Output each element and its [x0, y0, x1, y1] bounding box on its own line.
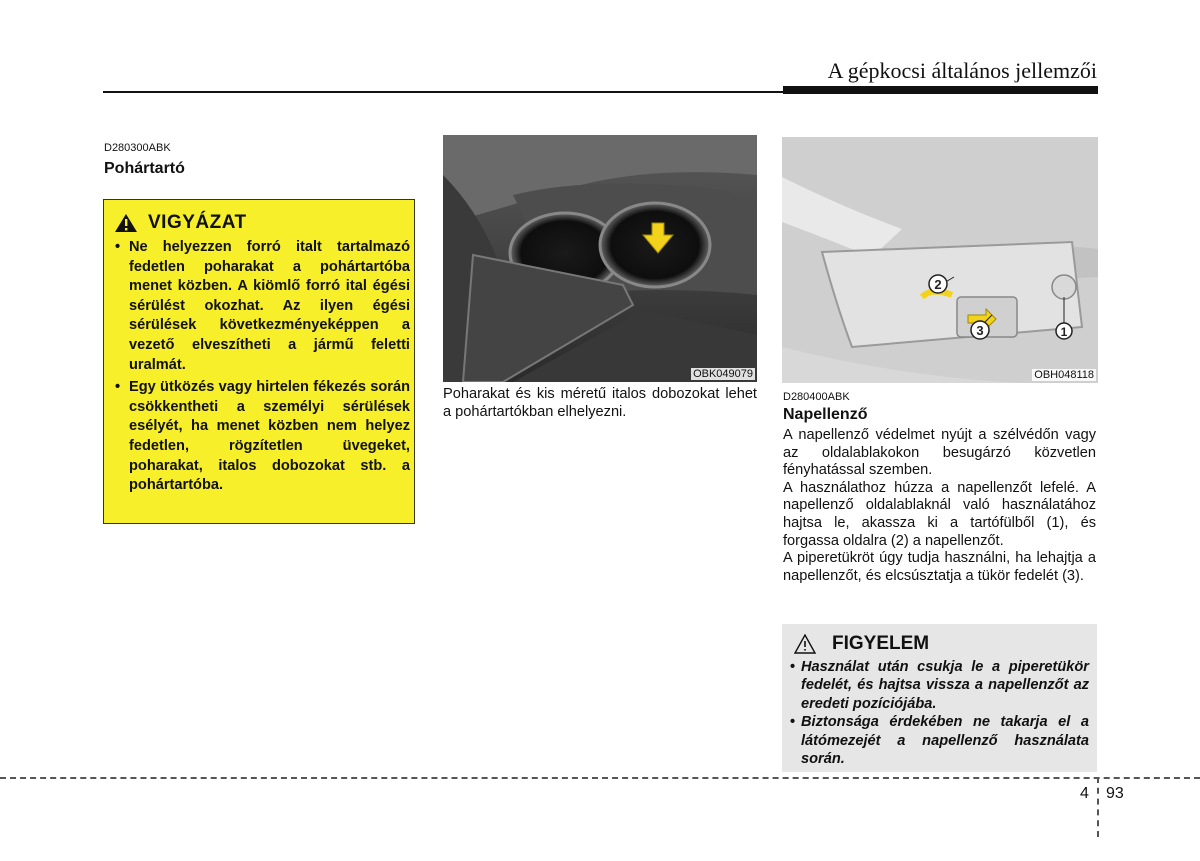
image-code: OBK049079: [693, 368, 753, 380]
paragraph: A napellenző védelmet nyújt a szélvédőn vagy az oldalablakokon besugárzó közvetlen fényhatással szemben.: [783, 427, 1096, 479]
svg-text:1: 1: [1060, 325, 1068, 339]
chapter-number: 4: [1080, 785, 1089, 802]
section-code: D280400ABK: [783, 391, 850, 403]
warning-list: [114, 238, 410, 499]
sun-visor-illustration: [782, 137, 1098, 383]
image-caption: Poharakat és kis méretű italos dobozokat lehet a pohártartókban elhelyezni.: [443, 386, 757, 420]
header-rule: [103, 91, 783, 93]
caution-item: • Biztonsága érdekében ne takarja el a látómezejét a napellenző használata során.: [789, 713, 1089, 768]
warning-triangle-icon: [114, 213, 138, 233]
section-code: D280300ABK: [104, 142, 171, 154]
warning-item: • Ne helyezzen forró italt tartalmazó fedetlen poharakat a pohártartóba menet közben. A kiömlő forró ital égési sérülést okozhat. Az ilyen égési sérülések következményeképpen a vezető elveszítheti a jármű feletti uralmát.: [114, 238, 410, 375]
svg-text:2: 2: [934, 277, 942, 292]
svg-text:3: 3: [976, 323, 984, 338]
caution-title: FIGYELEM: [832, 633, 930, 654]
cup-holder-photo: [443, 135, 757, 382]
paragraph: A piperetükröt úgy tudja használni, ha lehajtja a napellenzőt, és elcsúsztatja a tükör fedelét (3).: [783, 550, 1096, 584]
sun-visor-photo: [782, 137, 1098, 383]
caution-item: • Használat után csukja le a piperetükör fedelét, és hajtsa vissza a napellenzőt az eredeti pozíciójába.: [789, 658, 1089, 713]
caution-box: [782, 624, 1097, 772]
sun-visor-description: [783, 427, 1096, 585]
caution-triangle-icon: [794, 634, 816, 654]
section-heading: Pohártartó: [104, 160, 185, 177]
warning-item: • Egy ütközés vagy hirtelen fékezés során csökkentheti a személyi sérülések esélyét, ha menet közben nem helyez fedetlen, rögzítetlen üvegeket, poharakat, italos dobozokat stb. a pohártartóba.: [114, 378, 410, 496]
footer-dashed-line: [0, 777, 1200, 779]
caution-list: [789, 658, 1089, 768]
warning-box: [103, 199, 415, 524]
running-header: A gépkocsi általános jellemzői: [827, 58, 1097, 83]
cup-holder-illustration: [443, 135, 757, 382]
page-number: 93: [1106, 785, 1124, 802]
paragraph: A használathoz húzza a napellenzőt lefelé. A napellenző oldalablaknál való használatához hajtsa le, akassza ki a tartófülből (1), és forgassa oldalra (2) a napellenzőt.: [783, 479, 1096, 549]
section-heading: Napellenző: [783, 406, 868, 423]
warning-title: VIGYÁZAT: [148, 212, 247, 233]
image-code: OBH048118: [1034, 369, 1094, 381]
footer-vertical-divider: [1097, 777, 1099, 837]
header-bar: [783, 86, 1098, 94]
